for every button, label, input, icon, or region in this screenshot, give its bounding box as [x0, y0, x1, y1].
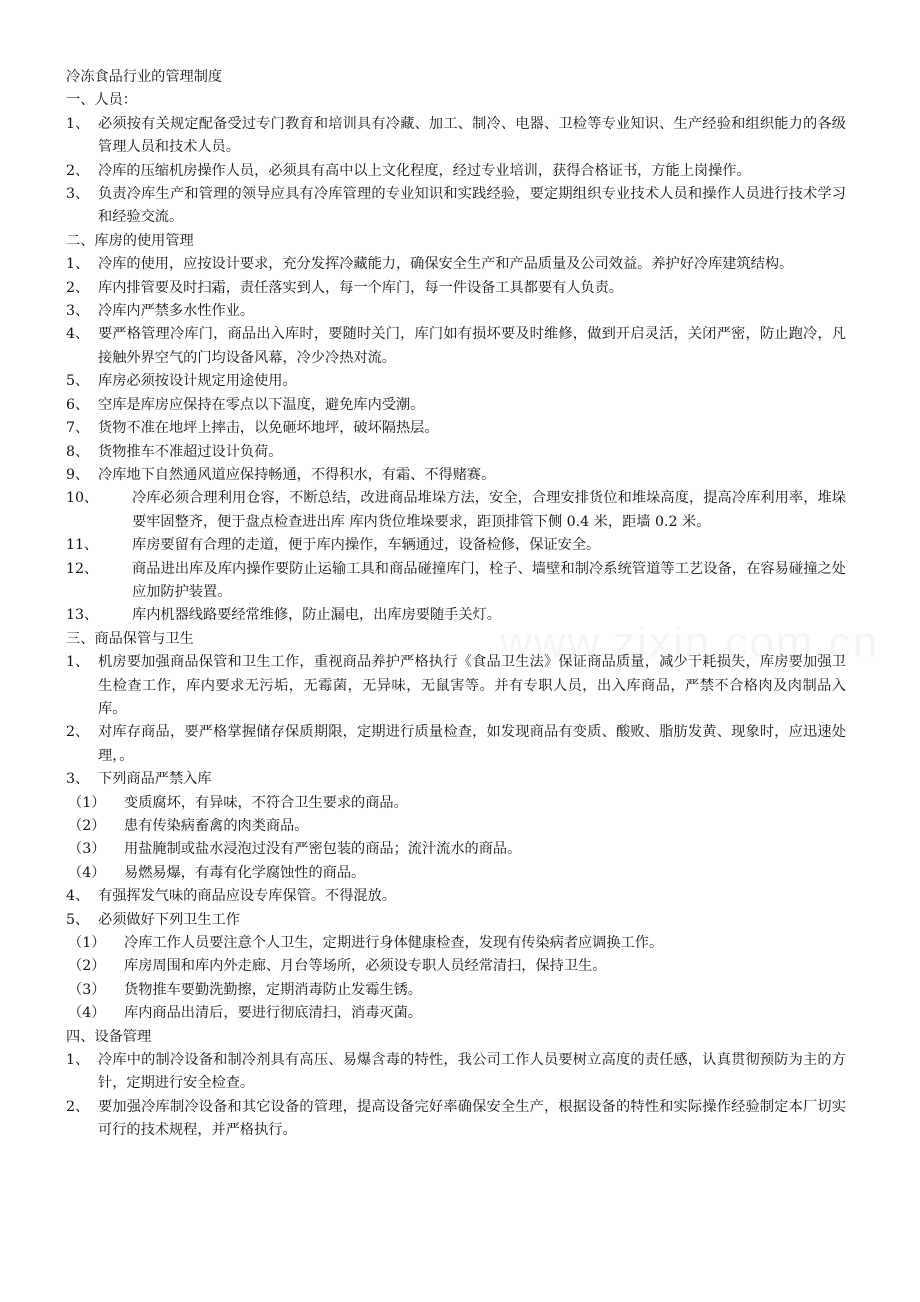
list-item — [66, 534, 846, 557]
list-item — [66, 323, 846, 370]
item-text: 冷库中的制冷设备和制冷剂具有高压、易爆含毒的特性，我公司工作人员要树立高度的责任感，认真贯彻预防为主的方针，定期进行安全检查。 — [98, 1052, 846, 1092]
list-item — [66, 441, 846, 464]
item-number: （2） — [68, 958, 106, 975]
document-body — [66, 66, 846, 1143]
item-text: 用盐腌制或盐水浸泡过没有严密包装的商品；流汁流水的商品。 — [124, 841, 522, 858]
item-text: 商品进出库及库内操作要防止运输工具和商品碰撞库门，栓子、墙壁和制冷系统管道等工艺设备，在容易碰撞之处应加防护装置。 — [132, 560, 846, 600]
section-heading: 四、设备管理 — [66, 1028, 152, 1045]
list-item — [66, 277, 846, 300]
item-text: 有强挥发气味的商品应设专库保管。不得混放。 — [98, 888, 396, 905]
list-item — [66, 1049, 846, 1096]
item-number: 2、 — [66, 162, 90, 179]
item-number: 11、 — [66, 537, 99, 554]
item-text: 货物推车不准超过设计负荷。 — [98, 443, 283, 460]
list-item — [66, 300, 846, 323]
item-number: 12、 — [66, 560, 99, 577]
list-item — [66, 183, 846, 230]
item-number: （4） — [68, 1005, 106, 1022]
item-text: 货物推车要勤洗勤擦，定期消毒防止发霉生锈。 — [124, 981, 422, 998]
item-number: 1、 — [66, 654, 90, 671]
list-item — [66, 651, 846, 721]
item-text: 冷库工作人员要注意个人卫生，定期进行身体健康检查，发现有传染病者应调换工作。 — [124, 935, 664, 952]
sub-list-item — [66, 862, 846, 885]
list-item — [66, 1096, 846, 1143]
item-number: 1、 — [66, 256, 90, 273]
list-item — [66, 464, 846, 487]
item-number: 6、 — [66, 396, 90, 413]
item-text: 负责冷库生产和管理的领导应具有冷库管理的专业知识和实践经验，要定期组织专业技术人员和操作人员进行技术学习和经验交流。 — [98, 186, 846, 226]
item-text: 冷库地下自然通风道应保持畅通，不得积水，有霜、不得赌赛。 — [98, 466, 496, 483]
item-text: 变质腐坏，有异味，不符合卫生要求的商品。 — [124, 794, 408, 811]
sub-list-item — [66, 1002, 846, 1025]
item-text: 易燃易爆，有毒有化学腐蚀性的商品。 — [124, 864, 366, 881]
item-number: 7、 — [66, 420, 90, 437]
item-text: 必须按有关规定配备受过专门教育和培训具有冷藏、加工、制冷、电器、卫检等专业知识、生产经验和组织能力的各级管理人员和技术人员。 — [98, 115, 846, 156]
item-text: 患有传染病畜禽的肉类商品。 — [124, 818, 309, 834]
list-item — [66, 394, 846, 417]
item-number: （3） — [68, 981, 106, 998]
item-text: 冷库内严禁多水性作业。 — [98, 303, 255, 320]
section — [66, 628, 846, 1026]
item-number: 1、 — [66, 1052, 90, 1069]
item-number: （1） — [68, 935, 106, 952]
item-text: 下列商品严禁入库 — [98, 771, 212, 788]
list-item — [66, 909, 846, 932]
sections-container — [66, 89, 846, 1142]
item-text: 冷库的压缩机房操作人员，必须具有高中以上文化程度，经过专业培训，获得合格证书，方能上岗操作。 — [98, 162, 751, 179]
item-text: 库房必须按设计规定用途使用。 — [98, 373, 297, 390]
sub-list-item — [66, 838, 846, 861]
item-text: 冷库必须合理利用仓容，不断总结，改进商品堆垛方法，安全，合理安排货位和堆垛高度，提高冷库利用率，堆垛要牢固整齐，便于盘点检查进出库 库内货位堆垛要求，距顶排管下侧 0.4 米，距墙 0.2 米。 — [132, 490, 846, 530]
item-text: 对库存商品，要严格掌握储存保质期限，定期进行质量检查，如发现商品有变质、酸败、脂肪发黄、现象时，应迅速处理，。 — [98, 724, 846, 764]
list-item — [66, 113, 846, 160]
item-text: 库房要留有合理的走道，便于库内操作，车辆通过，设备检修，保证安全。 — [132, 537, 601, 554]
item-text: 要严格管理冷库门，商品出入库时，要随时关门，库门如有损坏要及时维修，做到开启灵活，关闭严密，防止跑冷，凡接触外界空气的门均设备风幕，冷少冷热对流。 — [98, 326, 846, 366]
item-number: 13、 — [66, 607, 99, 624]
list-item — [66, 885, 846, 908]
item-text: 要加强冷库制冷设备和其它设备的管理，提高设备完好率确保安全生产，根据设备的特性和实际操作经验制定本厂切实可行的技术规程，并严格执行。 — [98, 1098, 846, 1139]
item-number: 9、 — [66, 466, 90, 483]
item-text: 货物不准在地坪上摔击，以免砸坏地坪，破坏隔热层。 — [98, 420, 439, 437]
item-number: 3、 — [66, 186, 90, 203]
item-number: 1、 — [66, 115, 90, 132]
list-item — [66, 768, 846, 791]
list-item — [66, 721, 846, 768]
section-heading: 三、商品保管与卫生 — [66, 630, 194, 647]
item-number: 2、 — [66, 279, 90, 296]
item-number: 4、 — [66, 888, 90, 905]
item-number: （4） — [68, 864, 106, 881]
item-number: （2） — [68, 818, 106, 834]
item-number: （3） — [68, 841, 106, 858]
list-item — [66, 558, 846, 605]
item-number: 2、 — [66, 1098, 90, 1115]
sub-list-item — [66, 792, 846, 815]
sub-list-item — [66, 979, 846, 1002]
item-number: 3、 — [66, 771, 90, 788]
section-heading: 一、人员： — [66, 92, 137, 109]
item-number: 4、 — [66, 326, 90, 343]
list-item — [66, 487, 846, 534]
sub-list-item — [66, 932, 846, 955]
section — [66, 89, 846, 229]
item-number: 10、 — [66, 490, 99, 507]
section — [66, 1026, 846, 1143]
item-number: （1） — [68, 794, 106, 811]
item-text: 冷库的使用，应按设计要求，充分发挥冷藏能力，确保安全生产和产品质量及公司效益。养护好冷库建筑结构。 — [98, 256, 794, 273]
item-text: 库内排管要及时扫霜，责任落实到人，每一个库门，每一件设备工具都要有人负责。 — [98, 279, 623, 296]
list-item — [66, 604, 846, 627]
item-number: 5、 — [66, 373, 90, 390]
section-heading: 二、库房的使用管理 — [66, 232, 194, 249]
item-text: 库内商品出清后，要进行彻底清扫，消毒灭菌。 — [124, 1005, 422, 1022]
item-number: 3、 — [66, 303, 90, 320]
list-item — [66, 370, 846, 393]
list-item — [66, 160, 846, 183]
list-item — [66, 417, 846, 440]
sub-list-item — [66, 815, 846, 838]
item-text: 机房要加强商品保管和卫生工作，重视商品养护严格执行《食品卫生法》保证商品质量，减少干耗损失，库房要加强卫生检查工作，库内要求无污垢，无霉菌，无异味，无鼠害等。并有专职人员，出入库商品，严禁不合格肉及肉制品入库。 — [98, 654, 846, 717]
list-item — [66, 253, 846, 276]
item-text: 空库是库房应保持在零点以下温度，避免库内受潮。 — [98, 396, 425, 413]
item-text: 库内机器线路要经常维修，防止漏电，出库房要随手关灯。 — [132, 607, 501, 624]
item-number: 2、 — [66, 724, 90, 741]
sub-list-item — [66, 955, 846, 978]
document-title: 冷冻食品行业的管理制度 — [66, 69, 223, 85]
item-text: 库房周围和库内外走廊、月台等场所，必须设专职人员经常清扫，保持卫生。 — [124, 958, 607, 975]
item-number: 8、 — [66, 443, 90, 460]
item-text: 必须做好下列卫生工作 — [98, 911, 240, 928]
section — [66, 230, 846, 628]
item-number: 5、 — [66, 911, 90, 928]
